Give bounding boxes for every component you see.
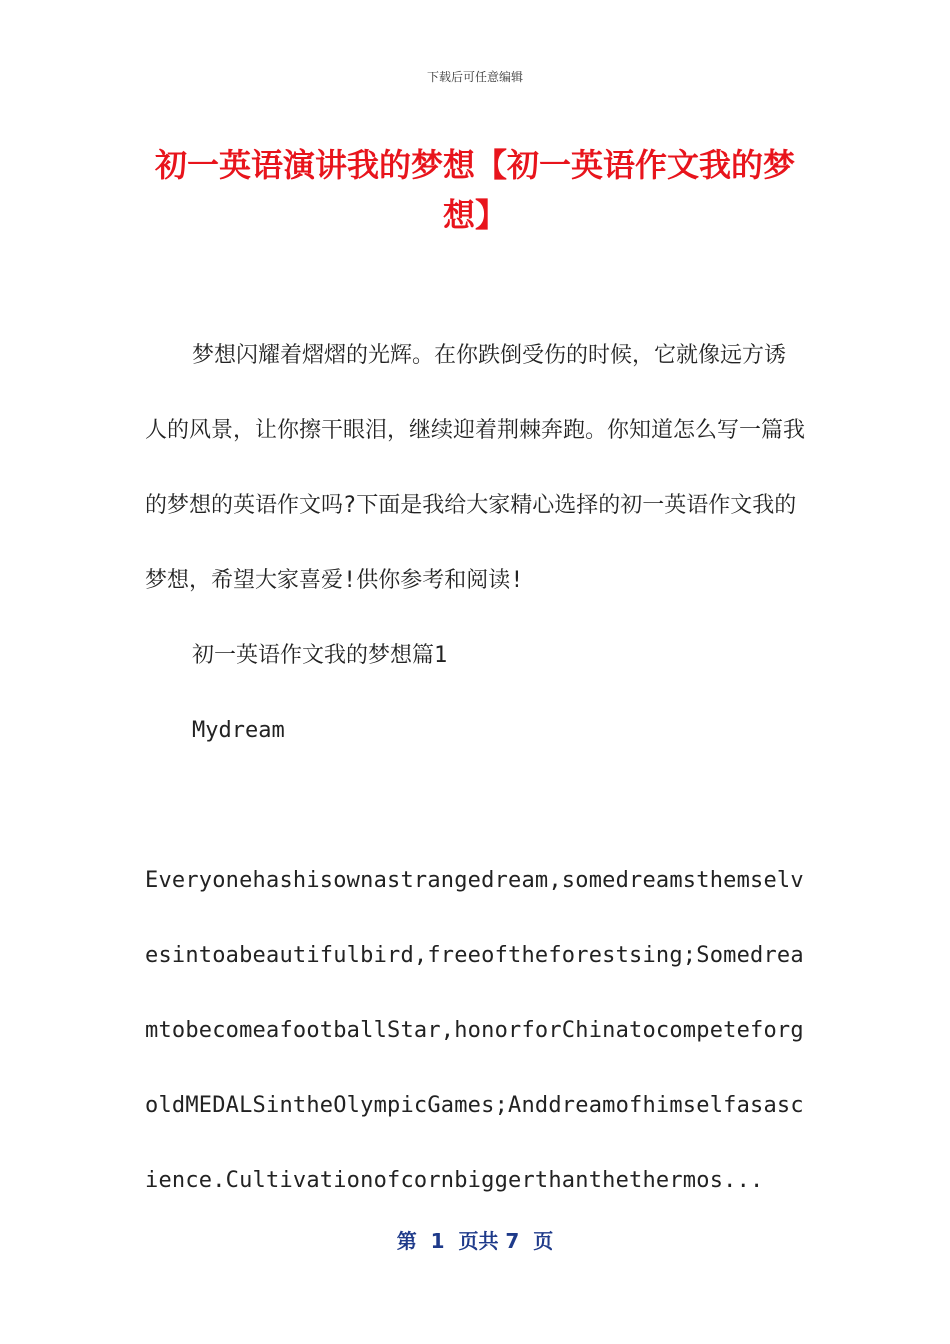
header-note: 下载后可任意编辑 bbox=[426, 70, 523, 84]
document-body bbox=[145, 318, 805, 1218]
intro-paragraph: 梦想闪耀着熠熠的光辉。在你跌倒受伤的时候，它就像远方诱人的风景，让你擦干眼泪，继续迎着荆棘奔跑。你知道怎么写一篇我的梦想的英语作文吗?下面是我给大家精心选择的初一英语作文我的梦想，希望大家喜爱!供你参考和阅读! bbox=[145, 343, 806, 593]
essay-paragraph: Everyonehashisownastrangedream,somedreamsthemselvesintoabeautifulbird,freeoftheforestsing;SomedreamtobecomeafootballStar,honorforChinatocompeteforgoldMEDALSintheOlympicGames;Anddreamofhimselfasascience.Cultivationofcornbiggerthanthethermos... bbox=[145, 868, 804, 1193]
blank-line bbox=[145, 768, 805, 843]
page-number-footer: 第 1 页共 7 页 bbox=[396, 1229, 554, 1253]
document-title: 初一英语演讲我的梦想【初一英语作文我的梦想】 bbox=[154, 146, 795, 234]
section-heading: 初一英语作文我的梦想篇1 bbox=[192, 643, 448, 668]
essay-title: Mydream bbox=[192, 718, 285, 743]
